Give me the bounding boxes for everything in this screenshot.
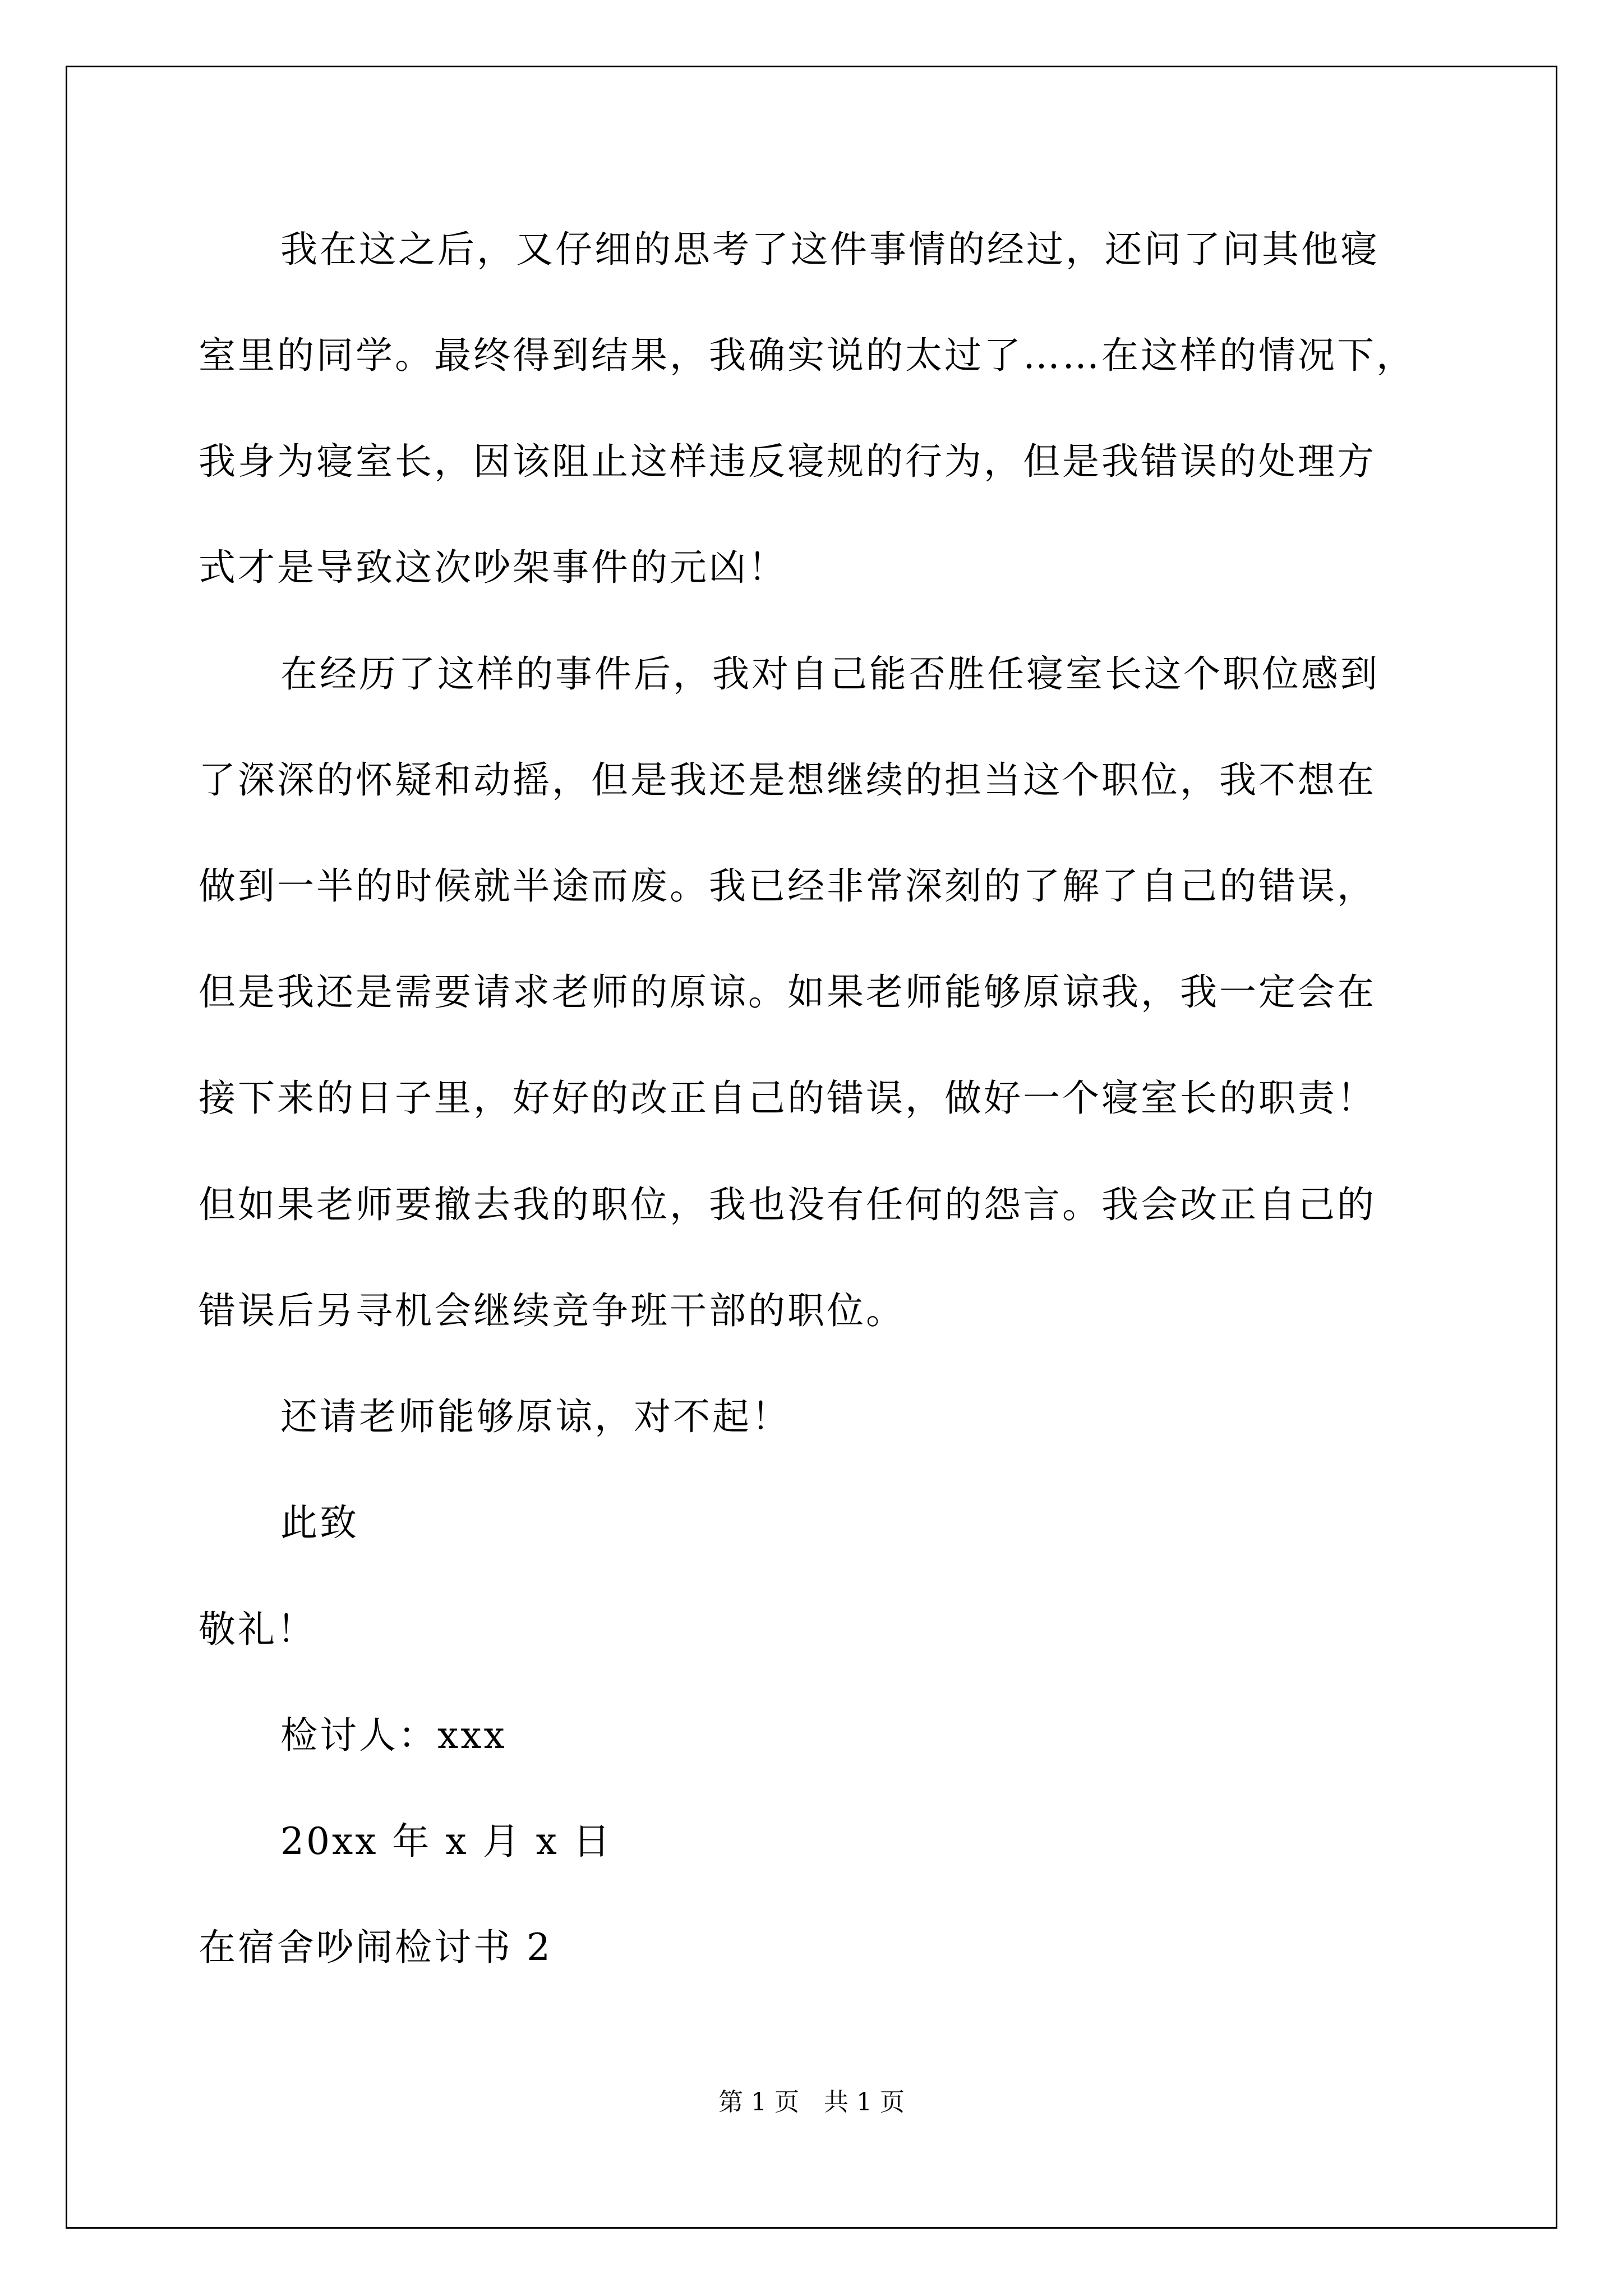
closing-apology: 还请老师能够原谅，对不起！	[280, 1395, 791, 1438]
paragraph-line: 做到一半的时候就半途而废。我已经非常深刻的了解了自己的错误，	[199, 864, 1376, 908]
paragraph-line: 式才是导致这次吵架事件的元凶！	[199, 546, 787, 589]
paragraph-line: 我在这之后，又仔细的思考了这件事情的经过，还问了问其他寝	[280, 228, 1380, 271]
signature-date: 20xx 年 x 月 x 日	[280, 1820, 612, 1863]
paragraph-line: 但是我还是需要请求老师的原谅。如果老师能够原谅我，我一定会在	[199, 970, 1376, 1014]
paragraph-line: 我身为寝室长，因该阻止这样违反寝规的行为，但是我错误的处理方	[199, 440, 1376, 483]
paragraph-line: 室里的同学。最终得到结果，我确实说的太过了……在这样的情况下，	[199, 334, 1415, 377]
paragraph-line: 了深深的怀疑和动摇，但是我还是想继续的担当这个职位，我不想在	[199, 758, 1376, 802]
paragraph-line: 在经历了这样的事件后，我对自己能否胜任寝室长这个职位感到	[280, 652, 1380, 696]
paragraph-line: 接下来的日子里，好好的改正自己的错误，做好一个寝室长的职责！	[199, 1076, 1376, 1120]
next-section-title: 在宿舍吵闹检讨书 2	[199, 1926, 552, 1969]
page-number-footer: 第 1 页 共 1 页	[718, 2088, 905, 2116]
salutation-jingli: 敬礼！	[199, 1608, 316, 1651]
page-border	[66, 66, 1557, 2229]
salutation-cizhi: 此致	[280, 1501, 359, 1544]
paragraph-line: 但如果老师要撤去我的职位，我也没有任何的怨言。我会改正自己的	[199, 1183, 1376, 1226]
paragraph-line: 错误后另寻机会继续竞争班干部的职位。	[199, 1289, 905, 1332]
signature-author: 检讨人：xxx	[280, 1714, 507, 1757]
